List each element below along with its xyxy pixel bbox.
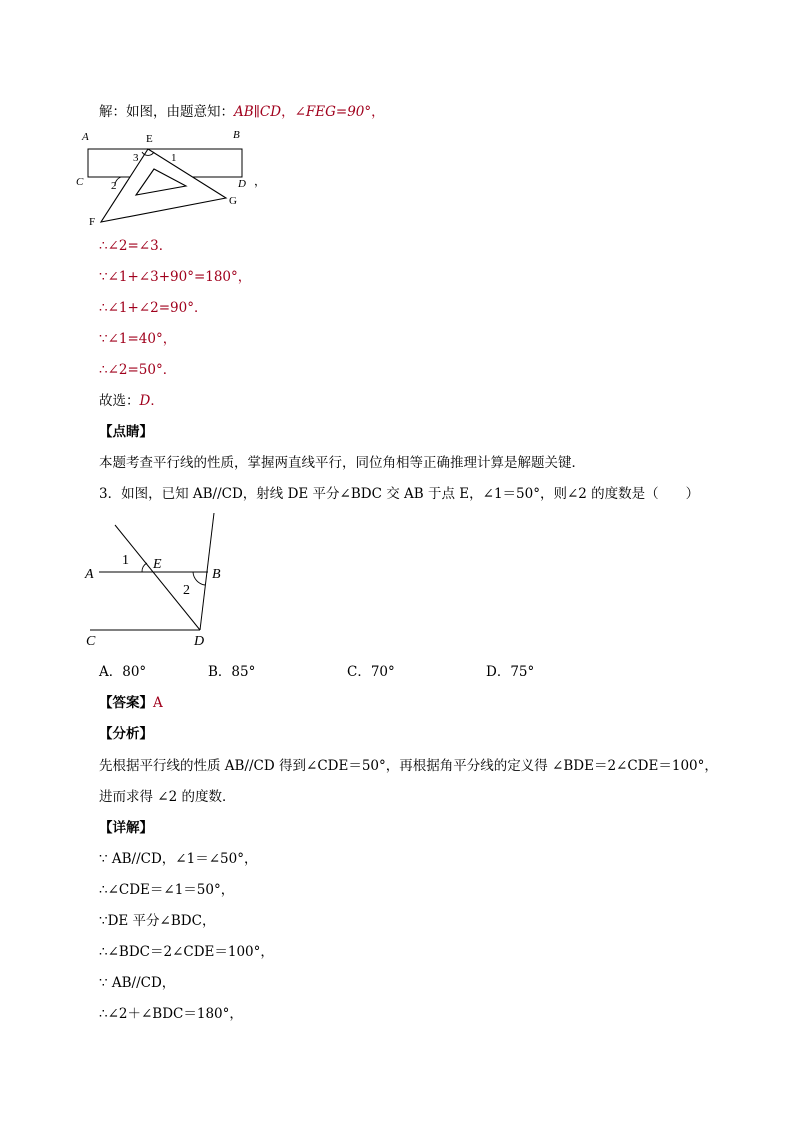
detail-step: ∵ AB//CD，∠1＝∠50°， (99, 851, 258, 867)
option-d: D．75° (486, 664, 535, 680)
detail-step: ∵DE 平分∠BDC， (99, 913, 216, 929)
detail-step: ∴∠BDC＝2∠CDE＝100°， (99, 944, 274, 960)
analysis-heading: 【分析】 (99, 726, 153, 742)
comment-text: 本题考查平行线的性质，掌握两直线平行，同位角相等正确推理计算是解题关键． (99, 455, 585, 471)
figure1-trailing-comma: ， (254, 174, 267, 188)
analysis-line-2: 进而求得 ∠2 的度数． (99, 789, 236, 805)
figure2-angle-arc-2 (193, 572, 205, 585)
figure1-label-B: B (233, 129, 240, 141)
solution-intro: 解：如图，由题意知：AB∥CD，∠FEG=90°， (99, 104, 385, 120)
detail-step: ∵ AB//CD， (99, 975, 176, 991)
figure1-label-E: E (146, 133, 153, 145)
option-a: A．80° (99, 664, 147, 680)
question3-stem: 3．如图，已知 AB//CD，射线 DE 平分∠BDC 交 AB 于点 E，∠1＝50°，则∠2 的度数是（ ） (99, 486, 700, 502)
figure2-ray-DE (115, 525, 200, 630)
solution-choice-value: D (139, 393, 151, 409)
figure1-angle-2: 2 (111, 180, 117, 192)
figure2-label-E: E (153, 557, 162, 572)
solution-step: ∴∠2=50°． (99, 362, 177, 378)
figure2-label-A: A (85, 567, 94, 582)
detail-step: ∴∠CDE＝∠1＝50°， (99, 882, 235, 898)
answer-value: A (153, 695, 163, 711)
figure1-label-G: G (229, 195, 237, 207)
figure1-angle-3: 3 (133, 152, 139, 164)
solution-step: ∵∠1+∠3+90°=180°， (99, 269, 252, 285)
figure1-label-D: D (238, 178, 246, 190)
option-b: B．85° (208, 664, 256, 680)
figure2-label-D: D (194, 634, 205, 649)
figure2-label-C: C (86, 634, 96, 649)
solution-step: ∴∠1+∠2=90°． (99, 300, 208, 316)
detail-heading: 【详解】 (99, 820, 153, 836)
given-angle: ∠FEG=90° (294, 104, 372, 120)
comment-heading: 【点睛】 (99, 424, 153, 440)
solution-choice: 故选：D． (99, 393, 164, 409)
solution-step: ∵∠1=40°， (99, 331, 177, 347)
figure-rectangle-triangle (70, 124, 270, 230)
solution-step: ∴∠2=∠3． (99, 238, 173, 254)
analysis-line-1: 先根据平行线的性质 AB//CD 得到∠CDE＝50°，再根据角平分线的定义得 ∠BDE＝2∠CDE＝100°， (99, 758, 718, 774)
answer-heading: 【答案】 (99, 695, 153, 711)
figure1-label-F: F (89, 216, 96, 228)
figure1-label-A: A (82, 131, 89, 143)
given-parallel: AB∥CD (234, 104, 282, 120)
figure2-angle-2: 2 (183, 583, 190, 598)
figure1-angle-1: 1 (171, 152, 177, 164)
figure2-angle-1: 1 (122, 553, 129, 568)
figure-parallel-bisector (80, 508, 240, 650)
option-c: C．70° (347, 664, 395, 680)
figure1-label-C: C (76, 176, 84, 188)
detail-step: ∴∠2＋∠BDC＝180°， (99, 1006, 243, 1022)
answer-line (99, 694, 163, 712)
figure2-label-B: B (212, 567, 221, 582)
